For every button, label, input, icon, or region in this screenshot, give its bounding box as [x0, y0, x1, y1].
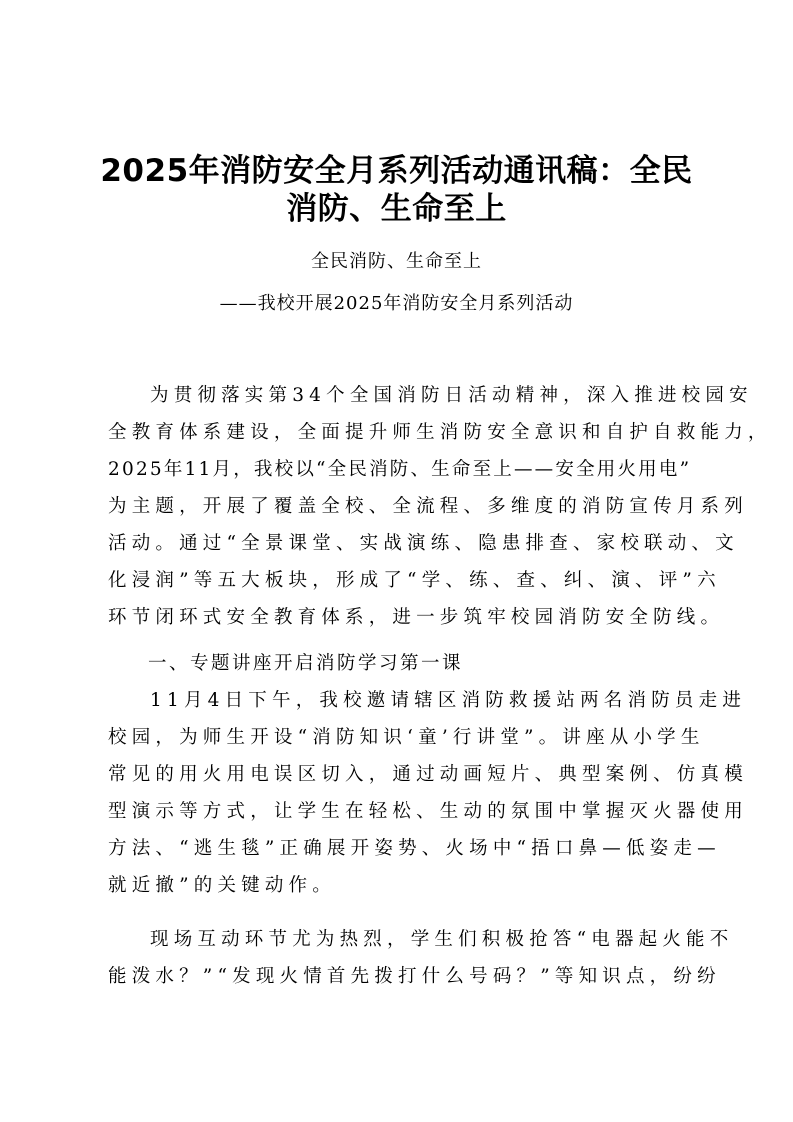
text-line: 为主题，开展了覆盖全校、全流程、多维度的消防宣传月系列 [108, 496, 748, 517]
document-title [96, 152, 697, 228]
text-line: 就近撤”的关键动作。 [108, 875, 336, 896]
title-line-1: 2025年消防安全月系列活动通讯稿：全民 [100, 153, 693, 189]
subheading: ——我校开展2025年消防安全月系列活动 [219, 293, 574, 314]
text-line: 校园，为师生开设“消防知识‘童’行讲堂”。讲座从小学生 [108, 727, 705, 748]
text-line: 全教育体系建设，全面提升师生消防安全意识和自护自救能力， [108, 422, 772, 443]
text-line: 方法、“逃生毯”正确展开姿势、火场中“捂口鼻—低姿走— [108, 838, 721, 859]
text-line: 2025年11月，我校以“全民消防、生命至上——安全用火用电” [108, 459, 692, 480]
text-line: 环节闭环式安全教育体系，进一步筑牢校园消防安全防线。 [108, 607, 725, 628]
text-line: 化浸润”等五大板块，形成了“学、练、查、纠、演、评”六 [108, 570, 721, 591]
text-line: 常见的用火用电误区切入，通过动画短片、典型案例、仿真模 [108, 764, 748, 785]
text-line: 现场互动环节尤为热烈，学生们积极抢答“电器起火能不 [150, 929, 734, 950]
text-line: 11月4日下午，我校邀请辖区消防救援站两名消防员走进 [150, 690, 747, 711]
text-line: 为贯彻落实第34个全国消防日活动精神，深入推进校园安 [150, 385, 753, 406]
section-heading-1: 一、专题讲座开启消防学习第一课 [148, 653, 464, 674]
title-line-2: 消防、生命至上 [286, 191, 507, 227]
text-line: 活动。通过“全景课堂、实战演练、隐患排查、家校联动、文 [108, 533, 739, 554]
text-line: 型演示等方式，让学生在轻松、生动的氛围中掌握灭火器使用 [108, 801, 748, 822]
text-line: 能泼水？”“发现火情首先拨打什么号码？”等知识点，纷纷 [108, 966, 721, 987]
subtitle: 全民消防、生命至上 [311, 251, 482, 272]
